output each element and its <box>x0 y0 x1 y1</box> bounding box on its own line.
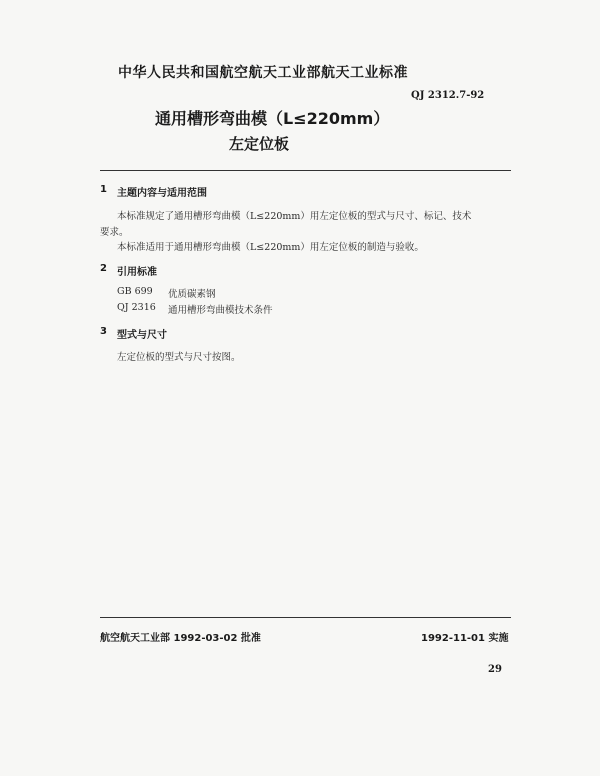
standard-code: QJ 2312.7-92 <box>411 90 485 101</box>
section-3-title: 型式与尺寸 <box>117 330 167 341</box>
reference-1-code: GB 699 <box>117 286 153 297</box>
section-3-line-1: 左定位板的型式与尺寸按图。 <box>117 352 241 363</box>
implementation-date: 1992-11-01 实施 <box>421 633 509 644</box>
reference-1-name: 优质碳素钢 <box>168 289 216 300</box>
page-number: 29 <box>488 664 502 675</box>
document-title: 通用槽形弯曲模（L≤220mm） <box>155 109 390 128</box>
reference-2-code: QJ 2316 <box>117 302 156 313</box>
document-subtitle: 左定位板 <box>229 135 290 153</box>
header-divider <box>100 170 511 171</box>
issuing-authority: 中华人民共和国航空航天工业部航天工业标准 <box>118 65 408 81</box>
section-1-line-2: 要求。 <box>100 227 129 238</box>
section-3-number: 3 <box>100 326 107 337</box>
approval-note: 航空航天工业部 1992-03-02 批准 <box>100 633 261 644</box>
section-1-number: 1 <box>100 184 107 195</box>
section-1-title: 主题内容与适用范围 <box>117 188 207 199</box>
footer-divider <box>100 617 511 618</box>
section-1-line-3: 本标准适用于通用槽形弯曲模（L≤220mm）用左定位板的制造与验收。 <box>117 242 424 253</box>
section-1-line-1: 本标准规定了通用槽形弯曲模（L≤220mm）用左定位板的型式与尺寸、标记、技术 <box>117 211 472 222</box>
reference-2-name: 通用槽形弯曲模技术条件 <box>168 305 273 316</box>
section-2-title: 引用标准 <box>117 267 157 278</box>
section-2-number: 2 <box>100 263 107 274</box>
